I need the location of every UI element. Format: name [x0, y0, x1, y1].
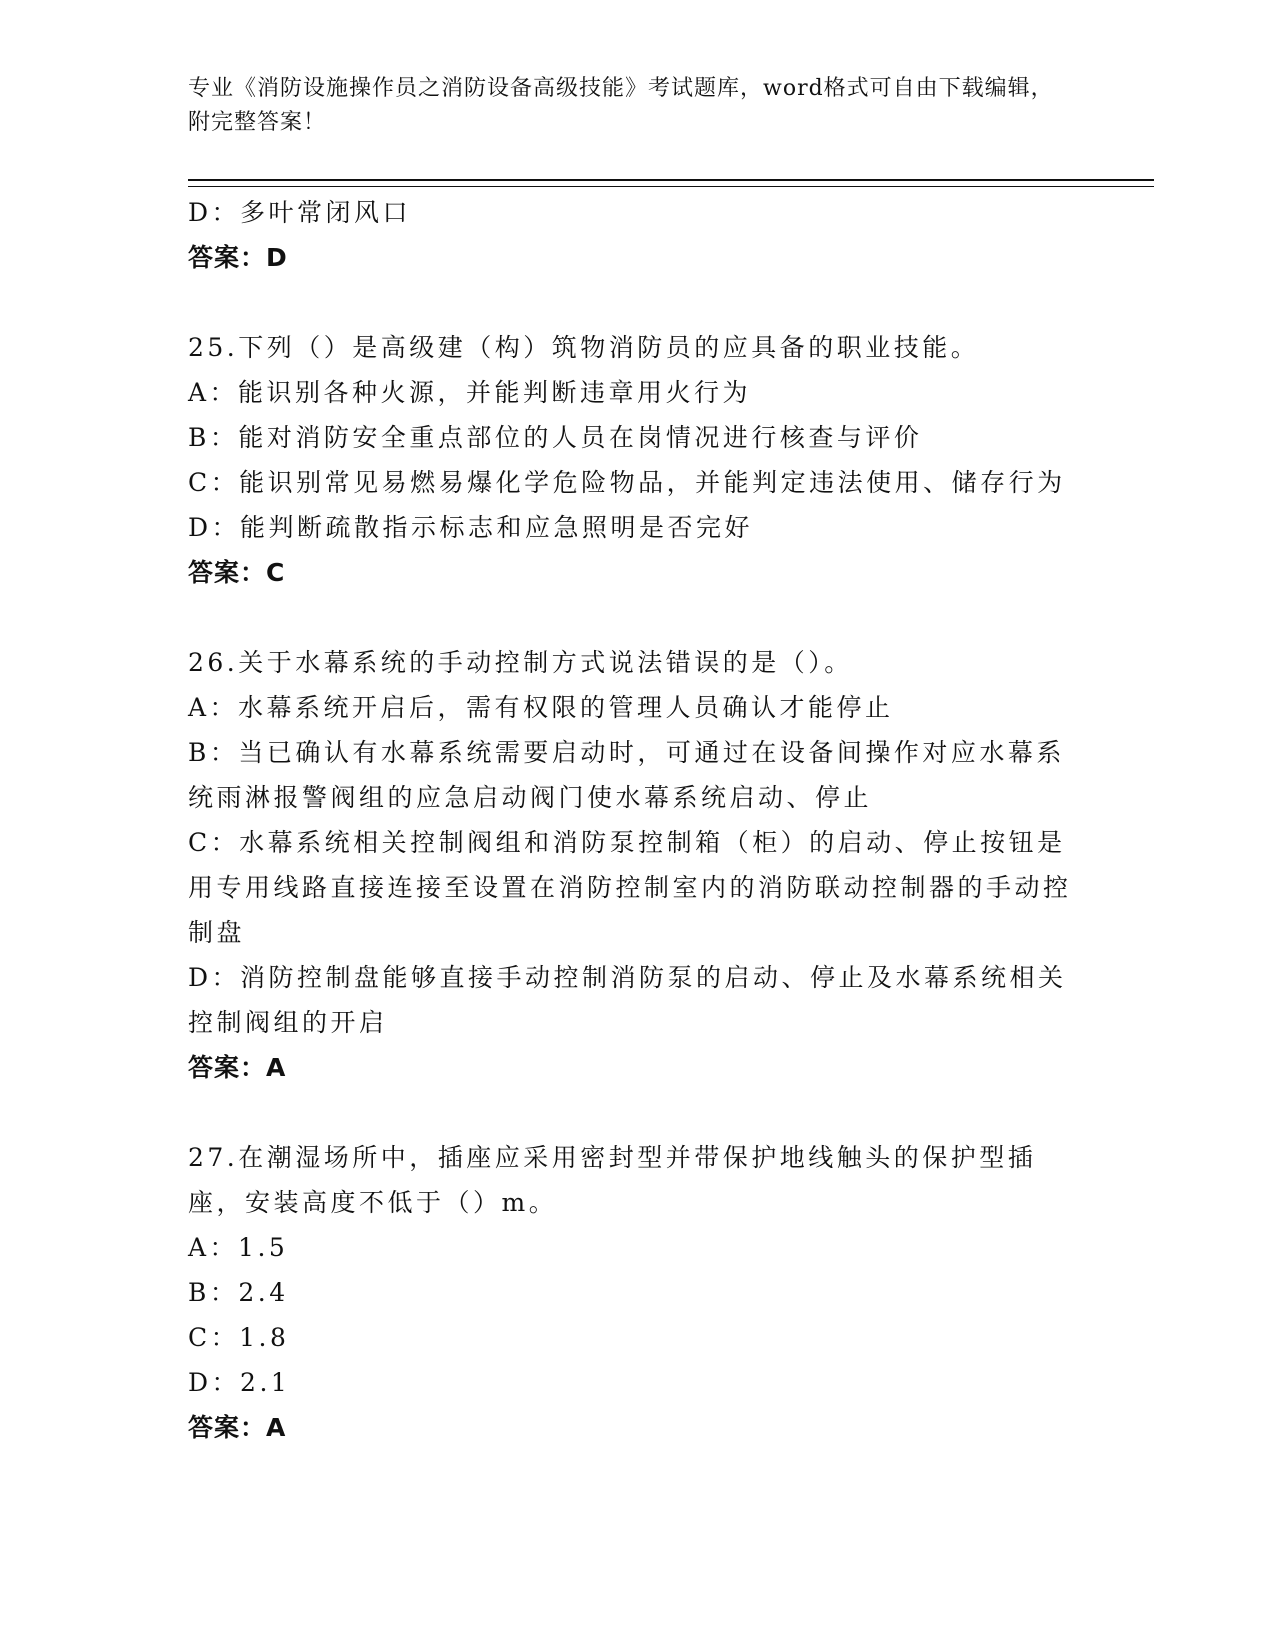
answer: 答案：C [188, 558, 286, 587]
question-text: 25.下列（）是高级建（构）筑物消防员的应具备的职业技能。 [188, 333, 980, 362]
option-c: C：1.8 [188, 1323, 290, 1352]
option-b: B：当已确认有水幕系统需要启动时，可通过在设备间操作对应水幕系统雨淋报警阀组的应急启动阀门使水幕系统启动、停止 [188, 738, 1065, 812]
question-text: 26.关于水幕系统的手动控制方式说法错误的是（）。 [188, 648, 853, 677]
option-a: A：能识别各种火源，并能判断违章用火行为 [188, 378, 752, 407]
prev-answer: 答案：D [188, 243, 288, 272]
question-content [188, 190, 1088, 1450]
option-d: D：2.1 [188, 1368, 291, 1397]
option-a: A：水幕系统开启后，需有权限的管理人员确认才能停止 [188, 693, 894, 722]
question-26 [188, 640, 1088, 1090]
spacer [188, 1090, 1088, 1135]
option-c: C：能识别常见易燃易爆化学危险物品，并能判定违法使用、储存行为 [188, 468, 1066, 497]
option-a: A：1.5 [188, 1233, 289, 1262]
prev-option-d: D：多叶常闭风口 [188, 198, 412, 227]
option-d: D：能判断疏散指示标志和应急照明是否完好 [188, 513, 754, 542]
spacer [188, 280, 1088, 325]
header-rule-thin [188, 186, 1154, 187]
document-header: 专业《消防设施操作员之消防设备高级技能》考试题库，word格式可自由下载编辑，附完整答案！ [188, 76, 1054, 135]
option-c: C：水幕系统相关控制阀组和消防泵控制箱（柜）的启动、停止按钮是用专用线路直接连接至设置在消防控制室内的消防联动控制器的手动控制盘 [188, 828, 1072, 947]
question-27 [188, 1135, 1088, 1450]
question-text: 27.在潮湿场所中，插座应采用密封型并带保护地线触头的保护型插座，安装高度不低于（）m。 [188, 1143, 1037, 1217]
header-rule-thick [188, 179, 1154, 181]
answer: 答案：A [188, 1413, 287, 1442]
question-25 [188, 325, 1088, 595]
answer: 答案：A [188, 1053, 287, 1082]
option-b: B：能对消防安全重点部位的人员在岗情况进行核查与评价 [188, 423, 923, 452]
option-b: B：2.4 [188, 1278, 289, 1307]
option-d: D：消防控制盘能够直接手动控制消防泵的启动、停止及水幕系统相关控制阀组的开启 [188, 963, 1067, 1037]
spacer [188, 595, 1088, 640]
